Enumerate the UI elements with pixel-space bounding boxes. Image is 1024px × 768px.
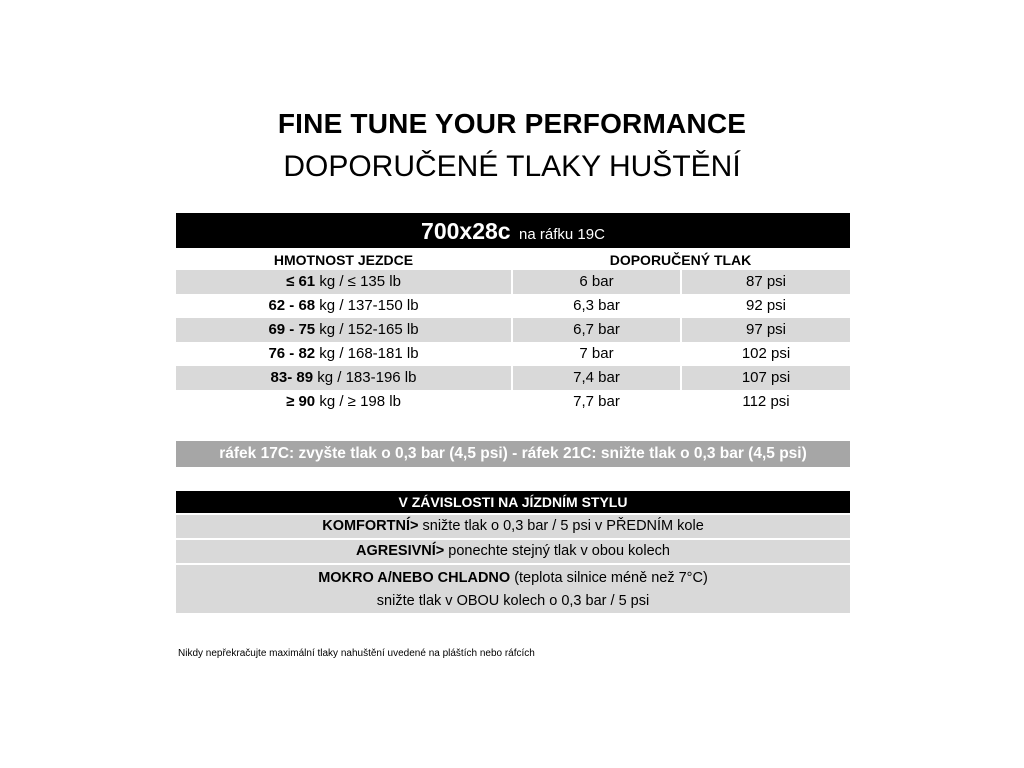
weight-cell: ≤ 61 kg / ≤ 135 lb — [176, 270, 511, 294]
riding-style-heading: V ZÁVISLOSTI NA JÍZDNÍM STYLU — [176, 491, 850, 513]
table-row — [176, 318, 850, 342]
column-header-pressure: DOPORUČENÝ TLAK — [609, 252, 752, 268]
riding-style-table — [176, 491, 850, 613]
wet-text: (teplota silnice méně než 7°C) — [510, 570, 708, 586]
psi-cell: 87 psi — [680, 270, 850, 294]
column-header-weight: HMOTNOST JEZDCE — [273, 252, 414, 268]
page-subtitle: DOPORUČENÉ TLAKY HUŠTĚNÍ — [283, 150, 741, 183]
bar-cell: 7,4 bar — [511, 366, 680, 390]
psi-cell: 92 psi — [680, 294, 850, 318]
bar-cell: 7 bar — [511, 342, 680, 366]
comfort-row — [176, 513, 850, 538]
pressure-table — [176, 213, 850, 414]
weight-cell: 83- 89 kg / 183-196 lb — [176, 366, 511, 390]
psi-cell: 107 psi — [680, 366, 850, 390]
table-row — [176, 342, 850, 366]
wet-line2: snižte tlak v OBOU kolech o 0,3 bar / 5 psi — [376, 593, 650, 609]
footnote: Nikdy nepřekračujte maximální tlaky nahuštění uvedené na pláštích nebo ráfcích — [178, 648, 535, 659]
column-headers — [176, 248, 850, 270]
aggressive-label: AGRESIVNÍ> — [356, 543, 445, 559]
weight-cell: 62 - 68 kg / 137-150 lb — [176, 294, 511, 318]
weight-cell: 76 - 82 kg / 168-181 lb — [176, 342, 511, 366]
table-header-bar — [176, 213, 850, 248]
tire-size: 700x28c — [421, 218, 511, 244]
psi-cell: 102 psi — [680, 342, 850, 366]
table-row — [176, 390, 850, 414]
table-row — [176, 270, 850, 294]
bar-cell: 7,7 bar — [511, 390, 680, 414]
comfort-text: snižte tlak o 0,3 bar / 5 psi v PŘEDNÍM kole — [418, 518, 704, 534]
wet-cold-row — [176, 563, 850, 613]
comfort-label: KOMFORTNÍ> — [322, 518, 419, 534]
weight-cell: ≥ 90 kg / ≥ 198 lb — [176, 390, 511, 414]
bar-cell: 6,3 bar — [511, 294, 680, 318]
rim-adjustment-note: ráfek 17C: zvyšte tlak o 0,3 bar (4,5 psi) - ráfek 21C: snižte tlak o 0,3 bar (4,5 psi) — [176, 441, 850, 467]
aggressive-text: ponechte stejný tlak v obou kolech — [444, 543, 670, 559]
table-row — [176, 294, 850, 318]
psi-cell: 97 psi — [680, 318, 850, 342]
rim-note: na ráfku 19C — [519, 226, 605, 243]
wet-label: MOKRO A/NEBO CHLADNO — [318, 570, 511, 586]
weight-cell: 69 - 75 kg / 152-165 lb — [176, 318, 511, 342]
psi-cell: 112 psi — [680, 390, 850, 414]
page-title: FINE TUNE YOUR PERFORMANCE — [277, 108, 747, 139]
bar-cell: 6,7 bar — [511, 318, 680, 342]
bar-cell: 6 bar — [511, 270, 680, 294]
table-row — [176, 366, 850, 390]
aggressive-row — [176, 538, 850, 563]
